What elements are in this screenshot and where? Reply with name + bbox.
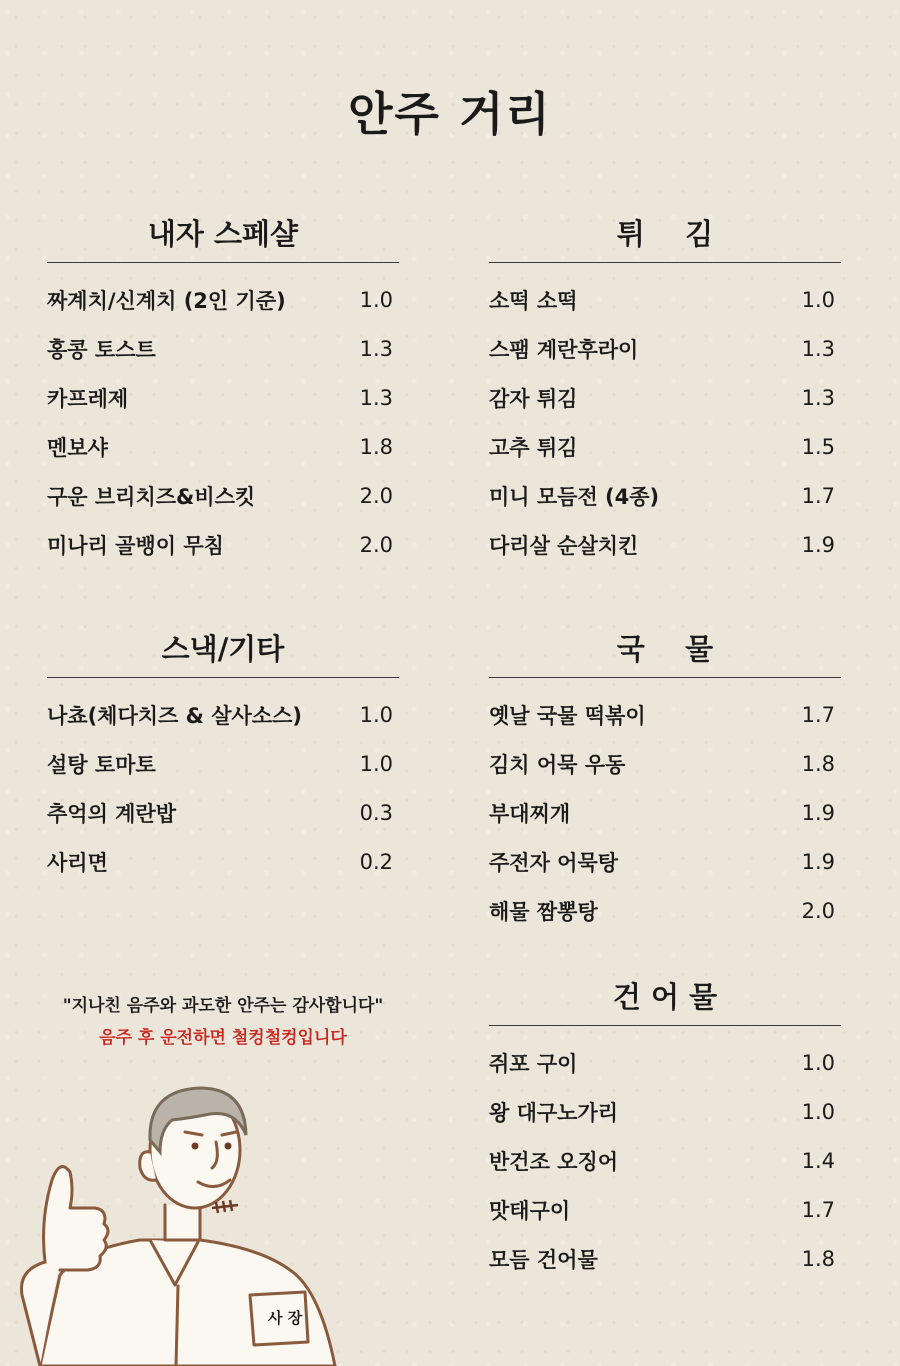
section-heading: 튀 김 <box>489 206 841 263</box>
menu-item-price: 1.3 <box>801 385 835 410</box>
menu-item-price: 1.0 <box>801 287 835 312</box>
menu-item-name: 미나리 골뱅이 무침 <box>47 533 224 558</box>
menu-item-price: 0.3 <box>359 800 393 825</box>
menu-item <box>489 520 841 569</box>
menu-item-name: 멘보샤 <box>47 435 108 460</box>
menu-item <box>489 1234 841 1283</box>
menu-item-price: 1.9 <box>801 800 835 825</box>
menu-item <box>47 324 399 373</box>
section-heading: 내자 스페샬 <box>47 206 399 263</box>
menu-item-price: 1.8 <box>801 1246 835 1271</box>
menu-item <box>489 324 841 373</box>
menu-item-name: 추억의 계란밥 <box>47 801 177 826</box>
thumbs-up-man-illustration <box>0 1080 360 1366</box>
menu-item-name: 구운 브리치즈&비스킷 <box>47 484 256 509</box>
menu-item-name: 카프레제 <box>47 386 129 411</box>
menu-item-name: 해물 짬뽕탕 <box>489 899 598 924</box>
menu-item-name: 부대찌개 <box>489 801 571 826</box>
menu-item-name: 맛태구이 <box>489 1198 571 1223</box>
menu-item <box>489 788 841 837</box>
menu-item-price: 1.4 <box>801 1148 835 1173</box>
menu-item-name: 쥐포 구이 <box>489 1051 578 1076</box>
menu-item <box>489 471 841 520</box>
menu-item-price: 1.9 <box>801 532 835 557</box>
menu-item-name: 감자 튀김 <box>489 386 578 411</box>
menu-item <box>47 422 399 471</box>
menu-item-price: 0.2 <box>359 849 393 874</box>
menu-item-price: 1.0 <box>801 1099 835 1124</box>
badge-text: 사 장 <box>268 1309 303 1327</box>
drunk-driving-warning: 음주 후 운전하면 철컹철컹입니다 <box>99 1028 347 1048</box>
menu-item-name: 모듬 건어물 <box>489 1247 598 1272</box>
menu-item <box>489 886 841 935</box>
section-heading: 국 물 <box>489 621 841 678</box>
menu-item <box>489 690 841 739</box>
menu-item-price: 1.8 <box>359 434 393 459</box>
menu-item-price: 1.3 <box>359 385 393 410</box>
menu-item-price: 1.7 <box>801 1197 835 1222</box>
menu-item <box>489 1185 841 1234</box>
menu-item <box>47 471 399 520</box>
menu-item-price: 1.5 <box>801 434 835 459</box>
menu-item <box>47 739 399 788</box>
menu-item-price: 1.0 <box>359 751 393 776</box>
menu-item-name: 홍콩 토스트 <box>47 337 156 362</box>
menu-item-price: 2.0 <box>801 898 835 923</box>
menu-item-price: 1.8 <box>801 751 835 776</box>
menu-item <box>47 690 399 739</box>
menu-item <box>489 422 841 471</box>
menu-item <box>489 373 841 422</box>
section-heading: 스낵/기타 <box>47 621 399 678</box>
menu-item-price: 1.3 <box>801 336 835 361</box>
menu-item <box>47 520 399 569</box>
section-special <box>47 206 399 569</box>
menu-item <box>47 275 399 324</box>
menu-item-name: 나쵸(체다치즈 & 살사소스) <box>47 703 302 728</box>
menu-item-price: 2.0 <box>359 483 393 508</box>
menu-item-name: 주전자 어묵탕 <box>489 850 619 875</box>
notice-quote: "지나친 음주와 과도한 안주는 감사합니다" <box>62 996 384 1016</box>
menu-item <box>489 275 841 324</box>
menu-item-price: 1.0 <box>801 1050 835 1075</box>
menu-item-name: 김치 어묵 우동 <box>489 752 626 777</box>
menu-item <box>47 788 399 837</box>
menu-item <box>489 1136 841 1185</box>
menu-item-name: 소떡 소떡 <box>489 288 578 313</box>
menu-item-price: 2.0 <box>359 532 393 557</box>
menu-item-price: 1.0 <box>359 287 393 312</box>
menu-item-name: 옛날 국물 떡볶이 <box>489 703 646 728</box>
menu-item <box>47 837 399 886</box>
menu-item-price: 1.7 <box>801 702 835 727</box>
menu-item-name: 고추 튀김 <box>489 435 578 460</box>
menu-item-price: 1.3 <box>359 336 393 361</box>
menu-item-name: 다리살 순살치킨 <box>489 533 639 558</box>
menu-item <box>489 1087 841 1136</box>
menu-item <box>489 837 841 886</box>
menu-item <box>489 1038 841 1087</box>
menu-item <box>489 739 841 788</box>
menu-item-name: 짜계치/신계치 (2인 기준) <box>47 288 286 313</box>
section-heading: 건 어 물 <box>489 969 841 1026</box>
menu-title: 안주 거리 <box>348 87 552 141</box>
menu-item <box>47 373 399 422</box>
section-dried <box>489 969 841 1283</box>
menu-item-price: 1.0 <box>359 702 393 727</box>
menu-item-name: 사리면 <box>47 850 108 875</box>
menu-item-name: 미니 모듬전 (4종) <box>489 484 660 509</box>
section-snack <box>47 621 399 886</box>
menu-item-name: 스팸 계란후라이 <box>489 337 639 362</box>
menu-item-price: 1.9 <box>801 849 835 874</box>
menu-item-name: 설탕 토마토 <box>47 752 156 777</box>
section-fried <box>489 206 841 569</box>
menu-item-name: 반건조 오징어 <box>489 1149 619 1174</box>
menu-item-price: 1.7 <box>801 483 835 508</box>
section-soup <box>489 621 841 935</box>
menu-item-name: 왕 대구노가리 <box>489 1100 619 1125</box>
